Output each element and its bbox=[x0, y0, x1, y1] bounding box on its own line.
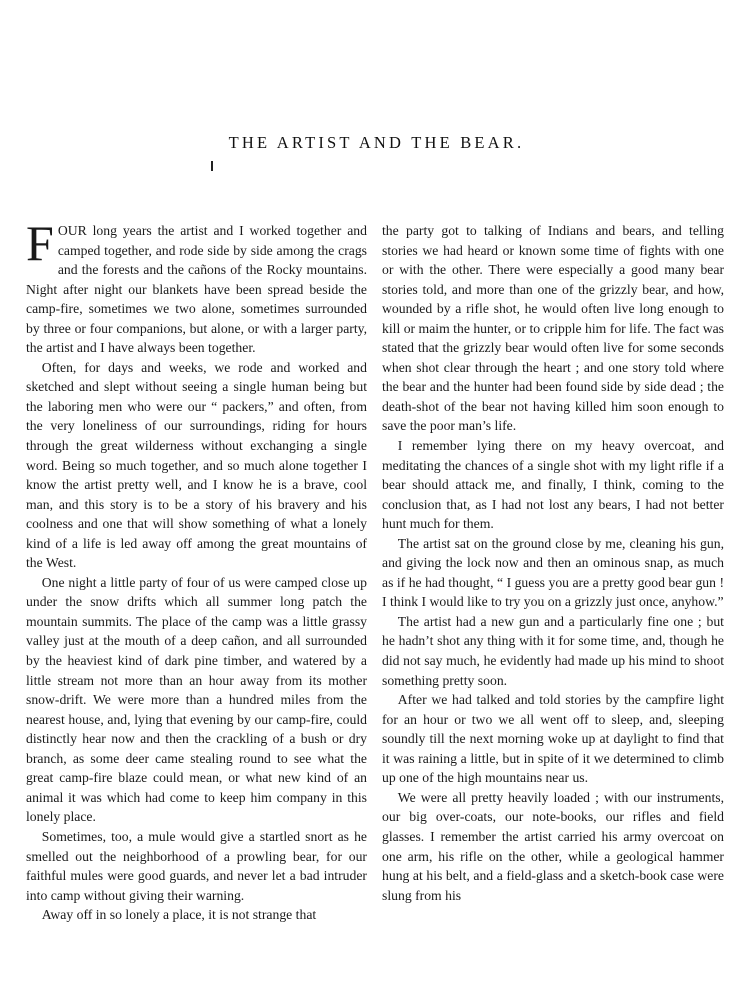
ink-mark bbox=[211, 161, 213, 171]
paragraph: Sometimes, too, a mule would give a startled snort as he smelled out the neighborhood of a prowling bear, for our faithful mules were good guards, and never let a bad intruder into camp without giving their warning. bbox=[26, 828, 367, 903]
paragraph: We were all pretty heavily loaded ; with our instruments, our big over-coats, our note-books, our rifles and field glasses. I remember the artist carried his army overcoat on one arm, his rifle on the other, while a geological hammer hung at his belt, and a field-glass and a sketch-book case were slung from his bbox=[382, 789, 724, 903]
paragraph: the party got to talking of Indians and bears, and telling stories we had heard or known some time of fights with one or with the other. There were especially a good many bear stories told, and more than one of the grizzly bear, and how, wounded by a rifle shot, he would often live long enough to kill or maim the hunter, or to cripple him for life. The fact was stated that the grizzly bear would often live for some seconds when shot clear through the heart ; and one story told where the bear and the hunter had been found side by side dead ; the death-shot of the bear not having killed him soon enough to save the poor man’s life. bbox=[382, 223, 724, 434]
paragraph: Often, for days and weeks, we rode and worked and sketched and slept without seeing a single human being but the laboring men who were our “ packers,” and often, from the very loneliness of our surroundings, riding for hours through the great wilderness without exchanging a single word. Being so much together, and so much alone together I know the artist pretty well, and I know he is a brave, cool man, and this story is to be a story of his bravery and his coolness and one that will show something of what a lonely kind of a life is led away off among the great mountains of the West. bbox=[26, 359, 367, 571]
paragraph: I remember lying there on my heavy overcoat, and meditating the chances of a single shot with my light rifle if a bear should attack me, and finally, I think, coming to the conclusion that, as I had not lost any bears, I had not better hunt much for them. bbox=[382, 438, 724, 532]
right-column bbox=[382, 221, 724, 905]
paragraph: After we had talked and told stories by the campfire light for an hour or two we all went off to sleep, and, sleeping soundly till the next morning woke up at daylight to find that it was raining a little, but in spite of it we determined to climb up one of the high mountains near us. bbox=[382, 692, 724, 786]
paragraph: Away off in so lonely a place, it is not strange that bbox=[41, 907, 317, 923]
left-column bbox=[26, 215, 367, 925]
paragraph bbox=[26, 215, 367, 358]
paragraph: The artist sat on the ground close by me, cleaning his gun, and giving the lock now and then an ominous snap, as much as if he had thought, “ I guess you are a pretty good bear gun ! I think I would like to try you on a grizzly just once, anyhow.” bbox=[382, 535, 724, 610]
drop-cap: F bbox=[26, 215, 54, 271]
page-title: THE ARTIST AND THE BEAR. bbox=[228, 133, 525, 152]
paragraph: The artist had a new gun and a particularly fine one ; but he hadn’t shot any thing with it for some time, and, though he did not say much, he evidently had made up his mind to shoot something pretty soon. bbox=[382, 613, 724, 688]
paragraph: One night a little party of four of us were camped close up under the snow drifts which all summer long patch the mountain summits. The place of the camp was a little grassy valley just at the mouth of a deep cañon, and all surrounded by the heaviest kind of dark pine timber, and watered by a little stream not more than an hour away from its mother snow-drift. We were more than a hundred miles from the nearest house, and, lying that evening by our camp-fire, could distinctly hear now and then the crackling of a bush or dry branch, as some deer came stealing round to see what the great camp-fire blaze could mean, or what new kind of an animal it was which had come to keep him company in this lonely place. bbox=[26, 574, 367, 825]
paragraph-text: OUR long years the artist and I worked together and camped together, and rode side by side among the crags and the forests and the cañons of the Rocky mountains. Night after night our blankets have been spread beside the camp-fire, sometimes we two alone, sometimes surrounded by three or four companions, but alone, or with a larger party, the artist and I have always been together. bbox=[26, 223, 367, 356]
